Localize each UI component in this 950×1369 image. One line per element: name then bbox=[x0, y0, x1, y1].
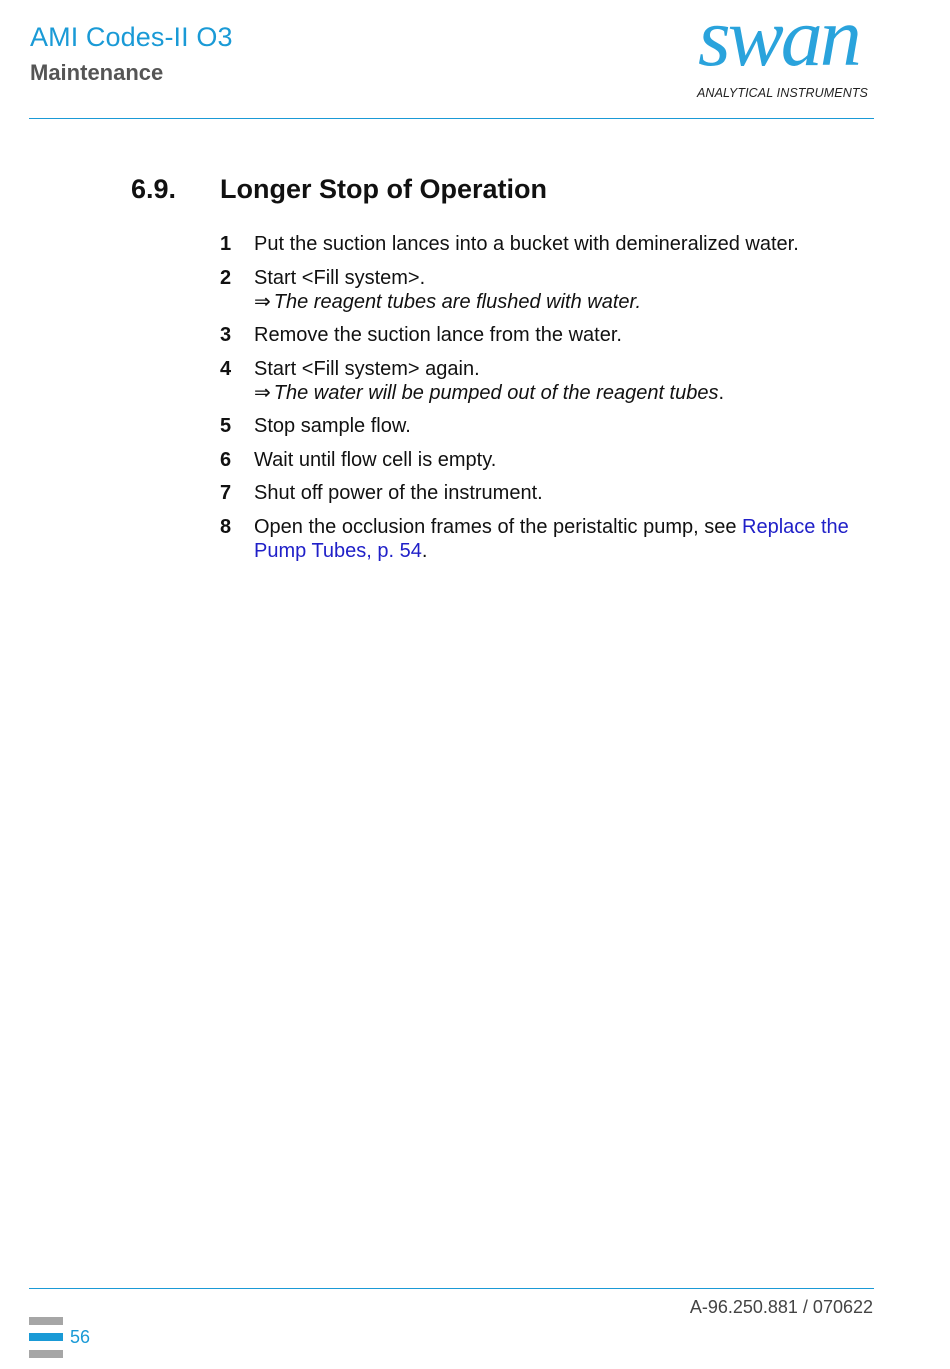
cross-reference-link[interactable]: Replace the Pump Tubes, p. 54 bbox=[254, 515, 849, 562]
footer-divider bbox=[29, 1288, 874, 1289]
page-marker-icon bbox=[29, 1317, 63, 1358]
step-number: 3 bbox=[220, 324, 232, 346]
step-item bbox=[220, 414, 870, 438]
step-instruction: Shut off power of the instrument. bbox=[254, 482, 543, 504]
step-item bbox=[220, 323, 870, 347]
step-instruction: Remove the suction lance from the water. bbox=[254, 324, 622, 346]
step-result-text: The water will be pumped out of the reagent tubes bbox=[273, 381, 719, 404]
marker-bar-bottom bbox=[29, 1350, 63, 1358]
step-text bbox=[254, 357, 870, 405]
logo-wordmark: swan bbox=[698, 0, 859, 84]
step-number: 1 bbox=[220, 233, 232, 255]
step-text bbox=[254, 515, 870, 563]
step-item bbox=[220, 357, 870, 405]
step-result bbox=[254, 290, 870, 314]
step-item bbox=[220, 481, 870, 505]
step-instruction: Wait until flow cell is empty. bbox=[254, 448, 497, 471]
swan-logo bbox=[694, 0, 878, 102]
step-instruction: Start <Fill system>. bbox=[254, 266, 426, 289]
step-number: 5 bbox=[220, 415, 232, 437]
result-arrow-icon: ⇒ bbox=[254, 381, 271, 404]
step-item bbox=[220, 232, 870, 256]
step-instruction: Start <Fill system> again. bbox=[254, 357, 480, 380]
chapter-title: Maintenance bbox=[30, 60, 164, 85]
step-number: 8 bbox=[220, 515, 232, 538]
step-result-period: . bbox=[718, 381, 725, 404]
step-item bbox=[220, 266, 870, 314]
section-number: 6.9. bbox=[131, 174, 177, 204]
step-number: 7 bbox=[220, 482, 232, 504]
step-text bbox=[254, 481, 870, 505]
step-instruction-end: . bbox=[421, 539, 428, 562]
step-result-text: The reagent tubes are flushed with water. bbox=[273, 290, 642, 313]
step-number: 4 bbox=[220, 357, 232, 380]
procedure-steps bbox=[220, 232, 870, 572]
logo-tagline: ANALYTICAL INSTRUMENTS bbox=[697, 86, 868, 100]
document-title: AMI Codes-II O3 bbox=[30, 22, 233, 52]
section-title: Longer Stop of Operation bbox=[220, 174, 547, 204]
step-text bbox=[254, 266, 870, 314]
step-instruction: Open the occlusion frames of the peristaltic pump, see bbox=[254, 515, 743, 538]
marker-bar-top bbox=[29, 1317, 63, 1325]
step-instruction: Stop sample flow. bbox=[254, 415, 411, 437]
step-item bbox=[220, 515, 870, 563]
step-instruction: Put the suction lances into a bucket with demineralized water. bbox=[254, 233, 799, 255]
result-arrow-icon: ⇒ bbox=[254, 290, 271, 313]
page-number: 56 bbox=[70, 1327, 91, 1347]
step-text bbox=[254, 323, 870, 347]
step-item bbox=[220, 448, 870, 472]
marker-bar-middle bbox=[29, 1333, 63, 1341]
step-number: 2 bbox=[220, 266, 232, 289]
step-text bbox=[254, 232, 870, 256]
header-divider bbox=[29, 118, 874, 119]
step-text bbox=[254, 448, 870, 472]
step-result bbox=[254, 381, 870, 405]
step-text bbox=[254, 414, 870, 438]
document-code: A-96.250.881 / 070622 bbox=[689, 1297, 873, 1317]
step-number: 6 bbox=[220, 448, 232, 471]
